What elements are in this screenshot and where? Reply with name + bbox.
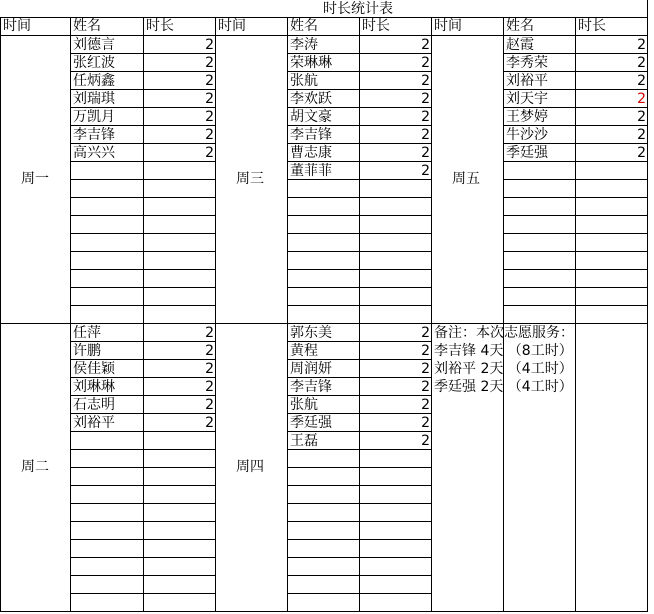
grid-line-h bbox=[70, 503, 216, 504]
name-cell: 李欢跃 bbox=[290, 91, 332, 107]
hours-cell: 2 bbox=[421, 343, 430, 359]
grid-line-h bbox=[287, 215, 432, 216]
notes-line: 李吉锋 4天 （8工时） bbox=[434, 343, 573, 359]
grid-line-h bbox=[70, 233, 216, 234]
hours-cell: 2 bbox=[205, 415, 214, 431]
table-title: 时长统计表 bbox=[323, 1, 393, 17]
grid-line-h bbox=[287, 197, 432, 198]
grid-line-h bbox=[287, 251, 432, 252]
hours-cell: 2 bbox=[421, 397, 430, 413]
day-label-mon: 周一 bbox=[21, 171, 49, 187]
header-name: 姓名 bbox=[506, 18, 534, 34]
grid-line-h bbox=[70, 269, 216, 270]
name-cell: 刘德言 bbox=[73, 37, 115, 53]
grid-line-h bbox=[70, 521, 216, 522]
name-cell: 季廷强 bbox=[506, 145, 548, 161]
grid-line-h bbox=[287, 233, 432, 234]
grid-line-h bbox=[70, 557, 216, 558]
name-cell: 王梦婷 bbox=[506, 109, 548, 125]
grid-line-h bbox=[70, 449, 216, 450]
hours-cell: 2 bbox=[637, 91, 646, 107]
hours-cell: 2 bbox=[421, 163, 430, 179]
grid-line-h bbox=[0, 611, 648, 612]
grid-line-h bbox=[503, 251, 648, 252]
hours-cell: 2 bbox=[205, 91, 214, 107]
hours-cell: 2 bbox=[205, 55, 214, 71]
name-cell: 刘瑞琪 bbox=[73, 91, 115, 107]
grid-line-h bbox=[503, 215, 648, 216]
hours-cell: 2 bbox=[421, 433, 430, 449]
grid-line-h bbox=[287, 521, 432, 522]
grid-line-h bbox=[287, 539, 432, 540]
day-label-fri: 周五 bbox=[452, 171, 480, 187]
hours-cell: 2 bbox=[637, 127, 646, 143]
name-cell: 牛沙沙 bbox=[506, 127, 548, 143]
grid-line-h bbox=[287, 305, 432, 306]
hours-cell: 2 bbox=[421, 37, 430, 53]
grid-line-h bbox=[70, 575, 216, 576]
grid-line-h bbox=[503, 197, 648, 198]
hours-cell: 2 bbox=[205, 109, 214, 125]
name-cell: 郭东美 bbox=[290, 325, 332, 341]
grid-line-v bbox=[0, 17, 1, 612]
grid-line-h bbox=[70, 305, 216, 306]
hours-cell: 2 bbox=[421, 361, 430, 377]
grid-line-h bbox=[287, 287, 432, 288]
name-cell: 张航 bbox=[290, 73, 318, 89]
grid-line-h bbox=[287, 575, 432, 576]
hours-cell: 2 bbox=[421, 415, 430, 431]
grid-line-h bbox=[287, 269, 432, 270]
hours-cell: 2 bbox=[421, 91, 430, 107]
day-label-thu: 周四 bbox=[236, 459, 264, 475]
name-cell: 刘裕平 bbox=[506, 73, 548, 89]
name-cell: 侯佳颖 bbox=[73, 361, 115, 377]
name-cell: 刘琳琳 bbox=[73, 379, 115, 395]
hours-cell: 2 bbox=[637, 109, 646, 125]
grid-line-h bbox=[70, 287, 216, 288]
hours-cell: 2 bbox=[205, 73, 214, 89]
hours-cell: 2 bbox=[637, 37, 646, 53]
hours-cell: 2 bbox=[205, 379, 214, 395]
hours-cell: 2 bbox=[421, 55, 430, 71]
name-cell: 李吉锋 bbox=[290, 127, 332, 143]
hours-cell: 2 bbox=[421, 379, 430, 395]
header-duration: 时长 bbox=[146, 18, 174, 34]
grid-line-h bbox=[70, 467, 216, 468]
grid-line-h bbox=[503, 233, 648, 234]
name-cell: 王磊 bbox=[290, 433, 318, 449]
header-duration: 时长 bbox=[362, 18, 390, 34]
notes-line: 刘裕平 2天 （4工时） bbox=[434, 361, 573, 377]
name-cell: 高兴兴 bbox=[73, 145, 115, 161]
hours-cell: 2 bbox=[637, 55, 646, 71]
header-time: 时间 bbox=[434, 18, 462, 34]
grid-line-h bbox=[287, 485, 432, 486]
name-cell: 万凯月 bbox=[73, 109, 115, 125]
header-time: 时间 bbox=[3, 18, 31, 34]
name-cell: 许鹏 bbox=[73, 343, 101, 359]
hours-cell: 2 bbox=[637, 73, 646, 89]
name-cell: 李吉锋 bbox=[73, 127, 115, 143]
hours-cell: 2 bbox=[205, 145, 214, 161]
grid-line-h bbox=[287, 557, 432, 558]
hours-cell: 2 bbox=[205, 361, 214, 377]
grid-line-h bbox=[287, 503, 432, 504]
hours-cell: 2 bbox=[637, 145, 646, 161]
day-label-tue: 周二 bbox=[21, 459, 49, 475]
grid-line-h bbox=[503, 269, 648, 270]
name-cell: 李涛 bbox=[290, 37, 318, 53]
grid-line-h bbox=[287, 593, 432, 594]
hours-cell: 2 bbox=[421, 127, 430, 143]
grid-line-h bbox=[287, 467, 432, 468]
hours-cell: 2 bbox=[205, 37, 214, 53]
name-cell: 任萍 bbox=[73, 325, 101, 341]
name-cell: 黄程 bbox=[290, 343, 318, 359]
hours-cell: 2 bbox=[205, 343, 214, 359]
header-duration: 时长 bbox=[578, 18, 606, 34]
hours-cell: 2 bbox=[421, 109, 430, 125]
hours-cell: 2 bbox=[205, 127, 214, 143]
grid-line-h bbox=[503, 305, 648, 306]
grid-line-h bbox=[70, 251, 216, 252]
grid-line-h bbox=[70, 197, 216, 198]
day-label-wed: 周三 bbox=[236, 171, 264, 187]
notes-line: 季廷强 2天 （4工时） bbox=[434, 379, 573, 395]
name-cell: 曹志康 bbox=[290, 145, 332, 161]
name-cell: 刘天宇 bbox=[506, 91, 548, 107]
name-cell: 董菲菲 bbox=[290, 163, 332, 179]
name-cell: 刘裕平 bbox=[73, 415, 115, 431]
hours-cell: 2 bbox=[421, 325, 430, 341]
header-time: 时间 bbox=[218, 18, 246, 34]
name-cell: 李吉锋 bbox=[290, 379, 332, 395]
notes-title: 备注：本次志愿服务： bbox=[434, 325, 574, 341]
grid-line-h bbox=[70, 215, 216, 216]
header-name: 姓名 bbox=[290, 18, 318, 34]
hours-cell: 2 bbox=[421, 73, 430, 89]
name-cell: 张航 bbox=[290, 397, 318, 413]
name-cell: 赵霞 bbox=[506, 37, 534, 53]
grid-line-v bbox=[647, 0, 648, 18]
hours-cell: 2 bbox=[205, 325, 214, 341]
name-cell: 周润妍 bbox=[290, 361, 332, 377]
hours-cell: 2 bbox=[421, 145, 430, 161]
name-cell: 张红波 bbox=[73, 55, 115, 71]
grid-line-h bbox=[70, 485, 216, 486]
name-cell: 石志明 bbox=[73, 397, 115, 413]
header-name: 姓名 bbox=[73, 18, 101, 34]
grid-line-h bbox=[503, 179, 648, 180]
name-cell: 荣琳琳 bbox=[290, 55, 332, 71]
grid-line-h bbox=[70, 593, 216, 594]
name-cell: 李秀荣 bbox=[506, 55, 548, 71]
name-cell: 胡文豪 bbox=[290, 109, 332, 125]
name-cell: 季廷强 bbox=[290, 415, 332, 431]
grid-line-h bbox=[70, 539, 216, 540]
hours-cell: 2 bbox=[205, 397, 214, 413]
grid-line-h bbox=[70, 179, 216, 180]
grid-line-h bbox=[503, 287, 648, 288]
name-cell: 任炳鑫 bbox=[73, 73, 115, 89]
